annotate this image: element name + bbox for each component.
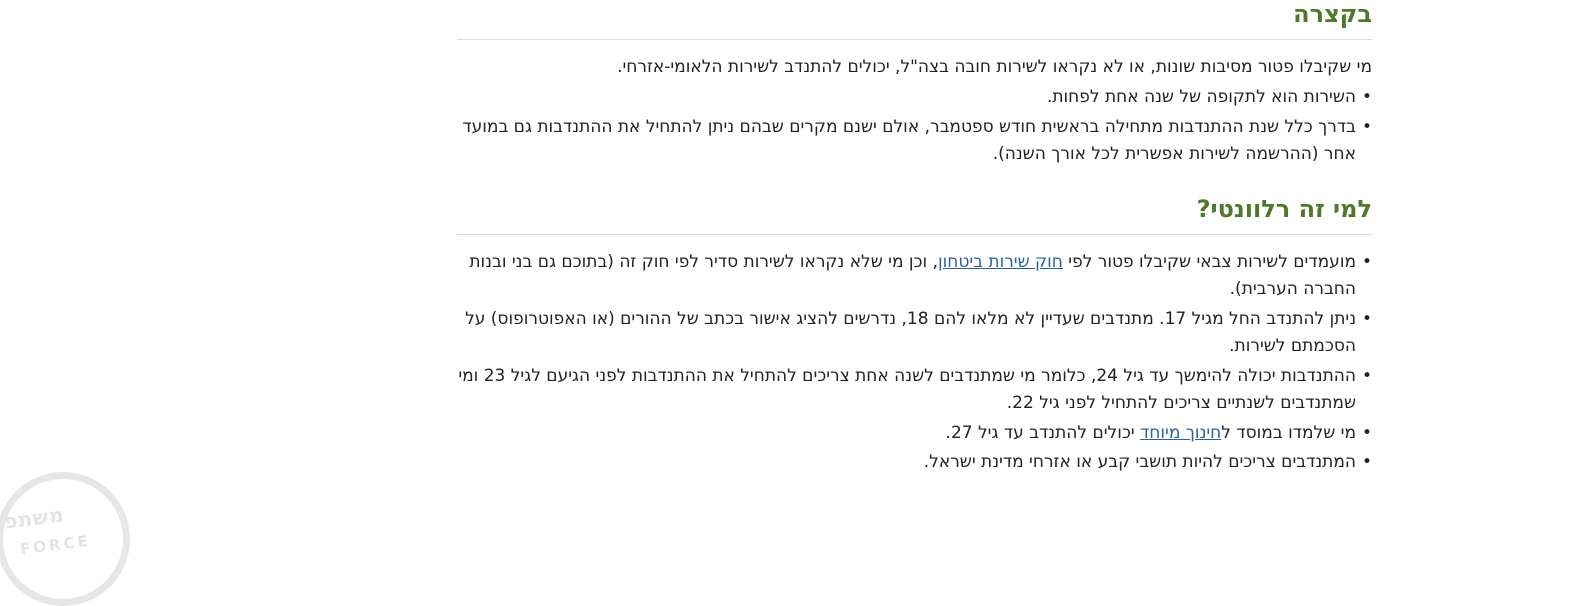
watermark <box>0 466 176 566</box>
list-item: • ההתנדבות יכולה להימשך עד גיל 24, כלומר מי שמתנדבים לשנה אחת צריכים להתחיל את ההתנדבות לפני הגיעם לגיל 23 ומי שמתנדבים לשנתיים צריכים להתחיל לפני גיל 22. <box>457 363 1372 418</box>
watermark-text: משתפ <box>2 502 66 534</box>
watermark-ring-icon <box>0 472 130 606</box>
inline-link[interactable]: חוק שירות ביטחון <box>937 251 1063 272</box>
list-item: • השירות הוא לתקופה של שנה אחת לפחות. <box>457 84 1372 112</box>
section-divider <box>457 234 1372 235</box>
article-content <box>457 0 1372 479</box>
list-item: • ניתן להתנדב החל מגיל 17. מתנדבים שעדיין לא מלאו להם 18, נדרשים להציג אישור בכתב של ההורים (או האפוטרופוס) על הסכמתם לשירות. <box>457 306 1372 361</box>
section-divider <box>457 39 1372 40</box>
summary-lead-paragraph: מי שקיבלו פטור מסיבות שונות, או לא נקראו לשירות חובה בצה"ל, יכולים להתנדב לשירות הלאומי-אזרחי. <box>617 56 1372 77</box>
section-relevance <box>457 195 1372 477</box>
list-item: • מועמדים לשירות צבאי שקיבלו פטור לפי חוק שירות ביטחון, וכן מי שלא נקראו לשירות סדיר לפי חוק זה (בתוכם גם בני ובנות החברה הערבית). <box>457 249 1372 304</box>
relevance-bullet-list <box>457 249 1372 477</box>
inline-link[interactable]: חינוך מיוחד <box>1140 422 1222 443</box>
section-summary <box>457 0 1372 169</box>
summary-bullet-list <box>457 84 1372 169</box>
section-title-summary: בקצרה <box>1293 0 1372 28</box>
watermark-subtext: FORCE <box>19 531 92 559</box>
list-item: • המתנדבים צריכים להיות תושבי קבע או אזרחי מדינת ישראל. <box>457 449 1372 477</box>
section-spacer <box>457 171 1372 195</box>
list-item: • מי שלמדו במוסד לחינוך מיוחד יכולים להתנדב עד גיל 27. <box>457 420 1372 448</box>
section-title-relevance: למי זה רלוונטי? <box>1196 194 1372 223</box>
list-item: • בדרך כלל שנת ההתנדבות מתחילה בראשית חודש ספטמבר, אולם ישנם מקרים שבהם ניתן להתחיל את ההתנדבות גם במועד אחר (ההרשמה לשירות אפשרית לכל אורך השנה). <box>457 114 1372 169</box>
